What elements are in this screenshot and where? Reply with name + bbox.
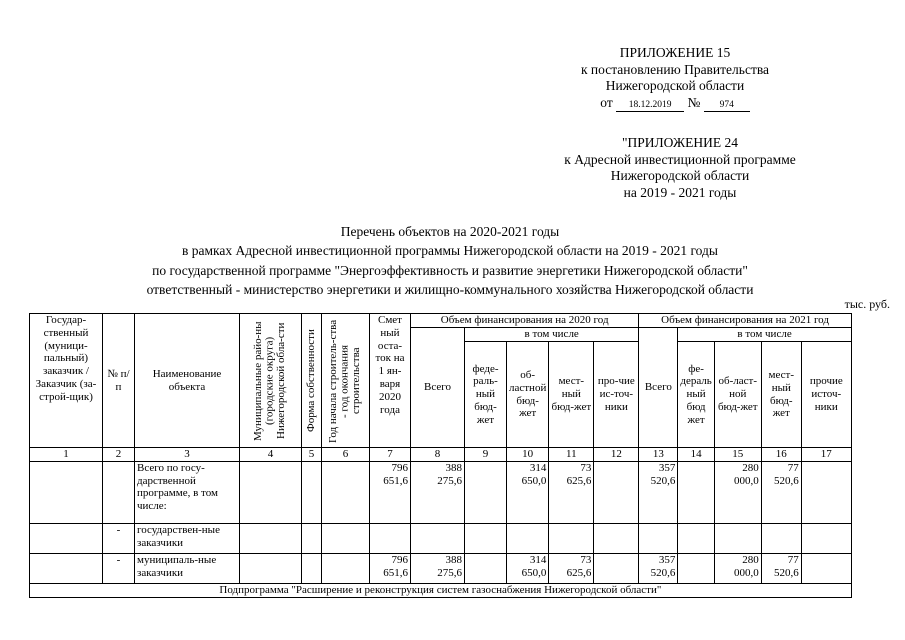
header-years: Год начала строитель-ства - год окончания строительства: [327, 318, 363, 443]
annex-24-line4: на 2019 - 2021 годы: [623, 184, 737, 200]
cell-num: [103, 461, 135, 523]
header-incl-2020: в том числе: [465, 328, 639, 342]
col-num-4: 4: [240, 448, 302, 462]
cell-ownership: [302, 553, 322, 583]
cell-total-2021: [639, 523, 678, 553]
col-num-1: 1: [30, 448, 103, 462]
cell-name: Всего по госу-дарственной программе, в том числе:: [135, 461, 240, 523]
cell-other-2020: [594, 461, 639, 523]
cell-total-2020: 388 275,6: [411, 461, 465, 523]
cell-local-2021: [761, 523, 801, 553]
title-line-4: ответственный - министерство энергетики и жилищно-коммунального хозяйства Нижегородской области: [146, 281, 754, 297]
header-object-name: Наименование объекта: [135, 314, 240, 448]
cell-customer: [30, 523, 103, 553]
header-num: № п/п: [103, 314, 135, 448]
annex-15-signature-line: [555, 95, 795, 112]
from-label: от: [600, 94, 613, 110]
cell-federal-2020: [465, 523, 507, 553]
units-label: тыс. руб.: [844, 297, 890, 311]
cell-local-2020: [549, 523, 594, 553]
cell-other-2020: [594, 553, 639, 583]
cell-estimate: 796 651,6: [370, 461, 411, 523]
column-number-row: [30, 448, 852, 462]
header-fin-2020: Объем финансирования на 2020 год: [411, 314, 639, 328]
cell-name: государствен-ные заказчики: [135, 523, 240, 553]
cell-years: [322, 523, 370, 553]
cell-total-2020: 388 275,6: [411, 553, 465, 583]
col-num-5: 5: [302, 448, 322, 462]
annex-15-line2: к постановлению Правительства: [580, 61, 770, 77]
header-regional-2020: об-ластной бюд-жет: [507, 342, 549, 448]
header-estimate: Смет ный оста-ток на 1 ян-варя 2020 года: [370, 314, 411, 448]
decree-date: 18.12.2019: [616, 99, 684, 112]
cell-estimate: [370, 523, 411, 553]
cell-other-2021: [801, 461, 851, 523]
header-ownership: Форма собственности: [304, 329, 317, 432]
document-title: [60, 222, 840, 299]
header-federal-2021: фе-дераль ный бюд жет: [678, 342, 714, 448]
decree-number: 974: [704, 99, 750, 112]
col-num-14: 14: [678, 448, 714, 462]
table-row: [30, 553, 852, 583]
subprogram-row: [30, 583, 852, 597]
cell-name: муниципаль-ные заказчики: [135, 553, 240, 583]
col-num-10: 10: [507, 448, 549, 462]
annex-15-header: [555, 45, 795, 112]
col-num-8: 8: [411, 448, 465, 462]
header-district-cell: [240, 314, 302, 448]
header-total-2021: Всего: [639, 328, 678, 448]
header-total-2020: Всего: [411, 328, 465, 448]
cell-regional-2021: [714, 523, 761, 553]
annex-24-line2: к Адресной инвестиционной программе: [564, 151, 796, 167]
annex-24-line3: Нижегородской области: [610, 168, 750, 183]
cell-estimate: 796 651,6: [370, 553, 411, 583]
col-num-16: 16: [761, 448, 801, 462]
cell-other-2021: [801, 523, 851, 553]
header-incl-2021: в том числе: [678, 328, 851, 342]
col-num-12: 12: [594, 448, 639, 462]
header-other-2021: прочие источ-ники: [801, 342, 851, 448]
header-federal-2020: феде-раль-ный бюд-жет: [465, 342, 507, 448]
header-ownership-cell: [302, 314, 322, 448]
cell-federal-2021: [678, 523, 714, 553]
header-local-2021: мест-ный бюд-жет: [761, 342, 801, 448]
cell-other-2020: [594, 523, 639, 553]
title-line-3: по государственной программе "Энергоэффективность и развитие энергетики Нижегородской области": [152, 262, 748, 278]
col-num-17: 17: [801, 448, 851, 462]
cell-federal-2021: [678, 461, 714, 523]
annex-15-title: ПРИЛОЖЕНИЕ 15: [619, 45, 731, 60]
header-fin-2021: Объем финансирования на 2021 год: [639, 314, 851, 328]
cell-regional-2021: 280 000,0: [714, 553, 761, 583]
cell-regional-2021: 280 000,0: [714, 461, 761, 523]
cell-regional-2020: 314 650,0: [507, 553, 549, 583]
cell-federal-2020: [465, 553, 507, 583]
header-years-cell: [322, 314, 370, 448]
header-customer: Государ-ственный (муници-пальный) заказчик / Заказчик (за-строй-щик): [30, 314, 103, 448]
col-num-9: 9: [465, 448, 507, 462]
cell-ownership: [302, 461, 322, 523]
header-local-2020: мест-ный бюд-жет: [549, 342, 594, 448]
title-line-1: Перечень объектов на 2020-2021 годы: [340, 224, 560, 239]
annex-24-title: "ПРИЛОЖЕНИЕ 24: [621, 135, 739, 150]
cell-years: [322, 461, 370, 523]
col-num-13: 13: [639, 448, 678, 462]
cell-district: [240, 523, 302, 553]
subprogram-title: Подпрограмма "Расширение и реконструкция систем газоснабжения Нижегородской области": [30, 583, 852, 597]
col-num-2: 2: [103, 448, 135, 462]
cell-ownership: [302, 523, 322, 553]
cell-num: -: [103, 523, 135, 553]
cell-federal-2020: [465, 461, 507, 523]
col-num-11: 11: [549, 448, 594, 462]
cell-district: [240, 461, 302, 523]
cell-local-2020: 73 625,6: [549, 553, 594, 583]
header-district: Муниципальные райо-ны (городские округа) Нижегородской обла-сти: [252, 320, 288, 441]
cell-total-2021: 357 520,6: [639, 461, 678, 523]
number-label: №: [687, 94, 701, 110]
cell-local-2021: 77 520,6: [761, 461, 801, 523]
header-other-2020: про-чие ис-точ-ники: [594, 342, 639, 448]
cell-local-2021: 77 520,6: [761, 553, 801, 583]
cell-federal-2021: [678, 553, 714, 583]
cell-regional-2020: 314 650,0: [507, 461, 549, 523]
cell-district: [240, 553, 302, 583]
cell-local-2020: 73 625,6: [549, 461, 594, 523]
objects-table: [29, 313, 852, 598]
table-row: [30, 461, 852, 523]
cell-customer: [30, 461, 103, 523]
cell-years: [322, 553, 370, 583]
cell-total-2020: [411, 523, 465, 553]
table-row: [30, 523, 852, 553]
col-num-3: 3: [135, 448, 240, 462]
cell-num: -: [103, 553, 135, 583]
header-regional-2021: об-ласт-ной бюд-жет: [714, 342, 761, 448]
cell-regional-2020: [507, 523, 549, 553]
cell-other-2021: [801, 553, 851, 583]
cell-customer: [30, 553, 103, 583]
annex-15-line3: Нижегородской области: [605, 78, 745, 93]
annex-24-header: [535, 135, 825, 201]
cell-total-2021: 357 520,6: [639, 553, 678, 583]
title-line-2: в рамках Адресной инвестиционной программы Нижегородской области на 2019 - 2021 годы: [182, 243, 718, 259]
col-num-15: 15: [714, 448, 761, 462]
col-num-7: 7: [370, 448, 411, 462]
col-num-6: 6: [322, 448, 370, 462]
